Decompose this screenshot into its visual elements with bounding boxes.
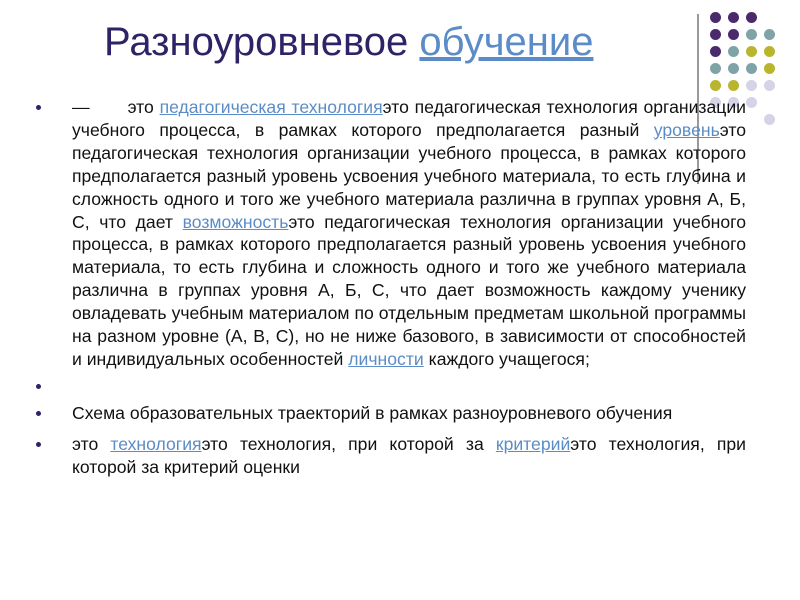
dot <box>728 46 739 57</box>
list-item-scheme <box>0 402 800 425</box>
dash: — <box>72 97 90 117</box>
list-item-definition <box>0 96 800 371</box>
dot <box>710 12 721 23</box>
technology-text-1: это <box>72 433 111 454</box>
dot <box>710 63 721 74</box>
technology-text-2: это технология, при которой за <box>201 433 496 454</box>
link-criterion[interactable]: критерий <box>495 433 571 454</box>
dot <box>728 12 739 23</box>
scheme-text: Схема образовательных траекторий в рамках разноуровневого обучения <box>72 402 673 423</box>
link-personality[interactable]: личности <box>348 348 424 369</box>
dot <box>746 12 757 23</box>
dot <box>728 80 739 91</box>
definition-text-3: это педагогическая технология организации учебного процесса, в рамках которого предполагается разный уровень усвоения учебного материала, то есть глубина и сложность одного и того же учебного материала различна в группах уровня А, Б, С, что дает <box>72 119 746 232</box>
definition-paragraph <box>72 96 746 371</box>
dot <box>746 46 757 57</box>
bullet-icon <box>36 411 41 416</box>
dot <box>728 29 739 40</box>
slide-title <box>104 20 593 65</box>
link-pedagogical-technology[interactable]: педагогическая технология <box>159 97 383 117</box>
bullet-icon <box>36 442 41 447</box>
definition-text-1: это <box>127 97 160 117</box>
dot <box>746 80 757 91</box>
list-item-empty <box>0 375 800 398</box>
bullet-icon <box>36 384 41 389</box>
dot <box>764 63 775 74</box>
definition-text-4: это педагогическая технология организации учебного процесса, в рамках которого предполагается разный уровень усвоения учебного материала, то есть глубина и сложность одного и того же учебного материала различна в группах уровня А, Б, С, что дает возможность каждому ученику овладевать учебным материалом по отдельным предметам школьной программы на разном уровне (А, В, С), но не ниже базового, в зависимости от способностей и индивидуальных особенностей <box>72 211 746 369</box>
dot <box>764 80 775 91</box>
definition-text-5: каждого учащегося; <box>423 348 590 369</box>
slide-body <box>0 96 800 478</box>
dot <box>764 29 775 40</box>
dot <box>728 63 739 74</box>
technology-paragraph <box>72 433 746 479</box>
link-technology[interactable]: технология <box>110 433 202 454</box>
list-item-technology <box>0 433 800 479</box>
definition-text-2: это педагогическая технология организации учебного процесса, в рамках которого предполагается разный <box>72 97 746 140</box>
dot <box>710 29 721 40</box>
link-possibility[interactable]: возможность <box>182 211 289 232</box>
empty-line <box>72 375 746 398</box>
technology-text-3: это технология, при которой за критерий оценки <box>72 433 746 477</box>
dot <box>764 46 775 57</box>
dot <box>746 63 757 74</box>
dot <box>746 29 757 40</box>
title-text: Разноуровневое <box>104 20 420 64</box>
title-link[interactable]: обучение <box>419 20 594 64</box>
dot <box>710 80 721 91</box>
bullet-icon <box>36 105 41 110</box>
dot <box>710 46 721 57</box>
link-level[interactable]: уровень <box>653 119 720 140</box>
